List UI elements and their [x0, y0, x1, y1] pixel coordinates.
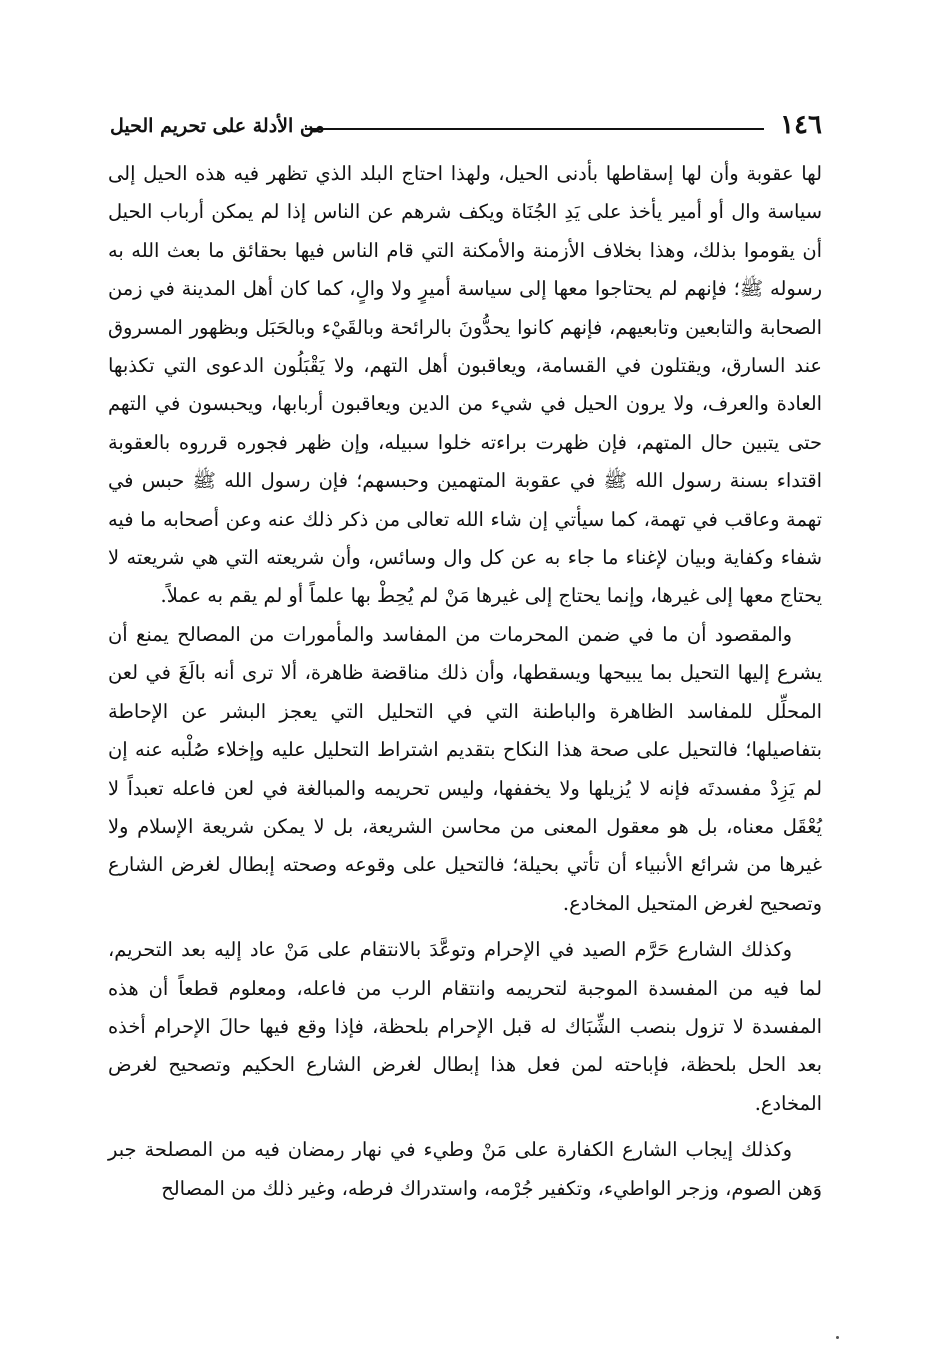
body-text [108, 155, 822, 1208]
paragraph: لها عقوبة وأن لها إسقاطها بأدنى الحيل، ولهذا احتاج البلد الذي تظهر فيه هذه الحيل إلى سياسة وال أو أمير يأخذ على يَدِ الجُنَاة ويكف شرهم عن الناس إذا لم يمكن أرباب الحيل أن يقوموا بذلك، وهذا بخلاف الأزمنة والأمكنة التي قام الناس فيها بحقائق ما بعث الله به رسوله ﷺ؛ فإنهم لم يحتاجوا معها إلى سياسة أميرٍ ولا والٍ، كما كان أهل المدينة في زمن الصحابة والتابعين وتابعيهم، فإنهم كانوا يحدُّونَ بالرائحة وبالقَيْء وبالحَبَل وبظهور المسروق عند السارق، ويقتلون في القسامة، ويعاقبون أهل التهم، ولا يَقْبَلُون الدعوى التي تكذبها العادة والعرف، ولا يرون الحيل في شيء من الدين ويعاقبون أربابها، ويحبسون في التهم حتى يتبين حال المتهم، فإن ظهرت براءته خلوا سبيله، وإن ظهر فجوره قرروه بالعقوبة اقتداء بسنة رسول الله ﷺ في عقوبة المتهمين وحبسهم؛ فإن رسول الله ﷺ حبس في تهمة وعاقب في تهمة، كما سيأتي إن شاء الله تعالى من ذكر ذلك عنه وعن أصحابه ما فيه شفاء وكفاية وبيان لإغناء ما جاء به عن كل وال وسائس، وأن شريعته التي هي شريعته لا يحتاج معها إلى غيرها، وإنما يحتاج إلى غيرها مَنْ لم يُحِطْ بها علماً أو لم يقم به عملاً. [108, 162, 822, 608]
paragraph: وكذلك الشارع حَرَّم الصيد في الإحرام وتوعَّدَ بالانتقام على مَنْ عاد إليه بعد التحريم، لما فيه من المفسدة الموجبة لتحريمه وانتقام الرب من فاعله، ومعلوم قطعاً أن هذه المفسدة لا تزول بنصب الشِّبَاك له قبل الإحرام بلحظة، فإذا وقع فيها حالَ الإحرام أخذه بعد الحل بلحظة، فإباحته لمن فعل هذا إبطال لغرض الشارع الحكيم وتصحيح لغرض المخادع. [108, 938, 822, 1115]
header-rule [305, 128, 764, 130]
scan-speck [836, 1336, 839, 1339]
paragraph: والمقصود أن ما في ضمن المحرمات من المفاسد والمأمورات من المصالح يمنع أن يشرع إليها التحيل بما يبيحها ويسقطها، وأن ذلك مناقضة ظاهرة، ألا ترى أنه بالَغَ في لعن المحلِّل للمفاسد الظاهرة والباطنة التي في التحليل التي يعجز البشر عن الإحاطة بتفاصيلها؛ فالتحيل على صحة هذا النكاح بتقديم اشتراط التحليل عليه وإخلاء صُلْبه عنه إن لم يَزِدْ مفسدتَه فإنه لا يُزيلها ولا يخففها، وليس تحريمه والمبالغة في لعن فاعله تعبداً لا يُعْقَل معناه، بل هو معقول المعنى من محاسن الشريعة، بل لا يمكن شريعة الإسلام ولا غيرها من شرائع الأنبياء أن تأتي بحيلة؛ فالتحيل على وقوعه وصحته إبطال لغرض الشارع وتصحيح لغرض المتحيل المخادع. [108, 622, 822, 915]
page-header [110, 108, 822, 148]
paragraph: وكذلك إيجاب الشارع الكفارة على مَنْ وطيء في نهار رمضان فيه من المصلحة جبر وَهن الصوم، وزجر الواطيء، وتكفير جُرْمه، واستدراك فرطه، وغير ذلك من المصالح [108, 1138, 822, 1200]
page-number: ١٤٦ [780, 110, 822, 140]
running-title: من الأدلة على تحريم الحيل [110, 115, 325, 137]
